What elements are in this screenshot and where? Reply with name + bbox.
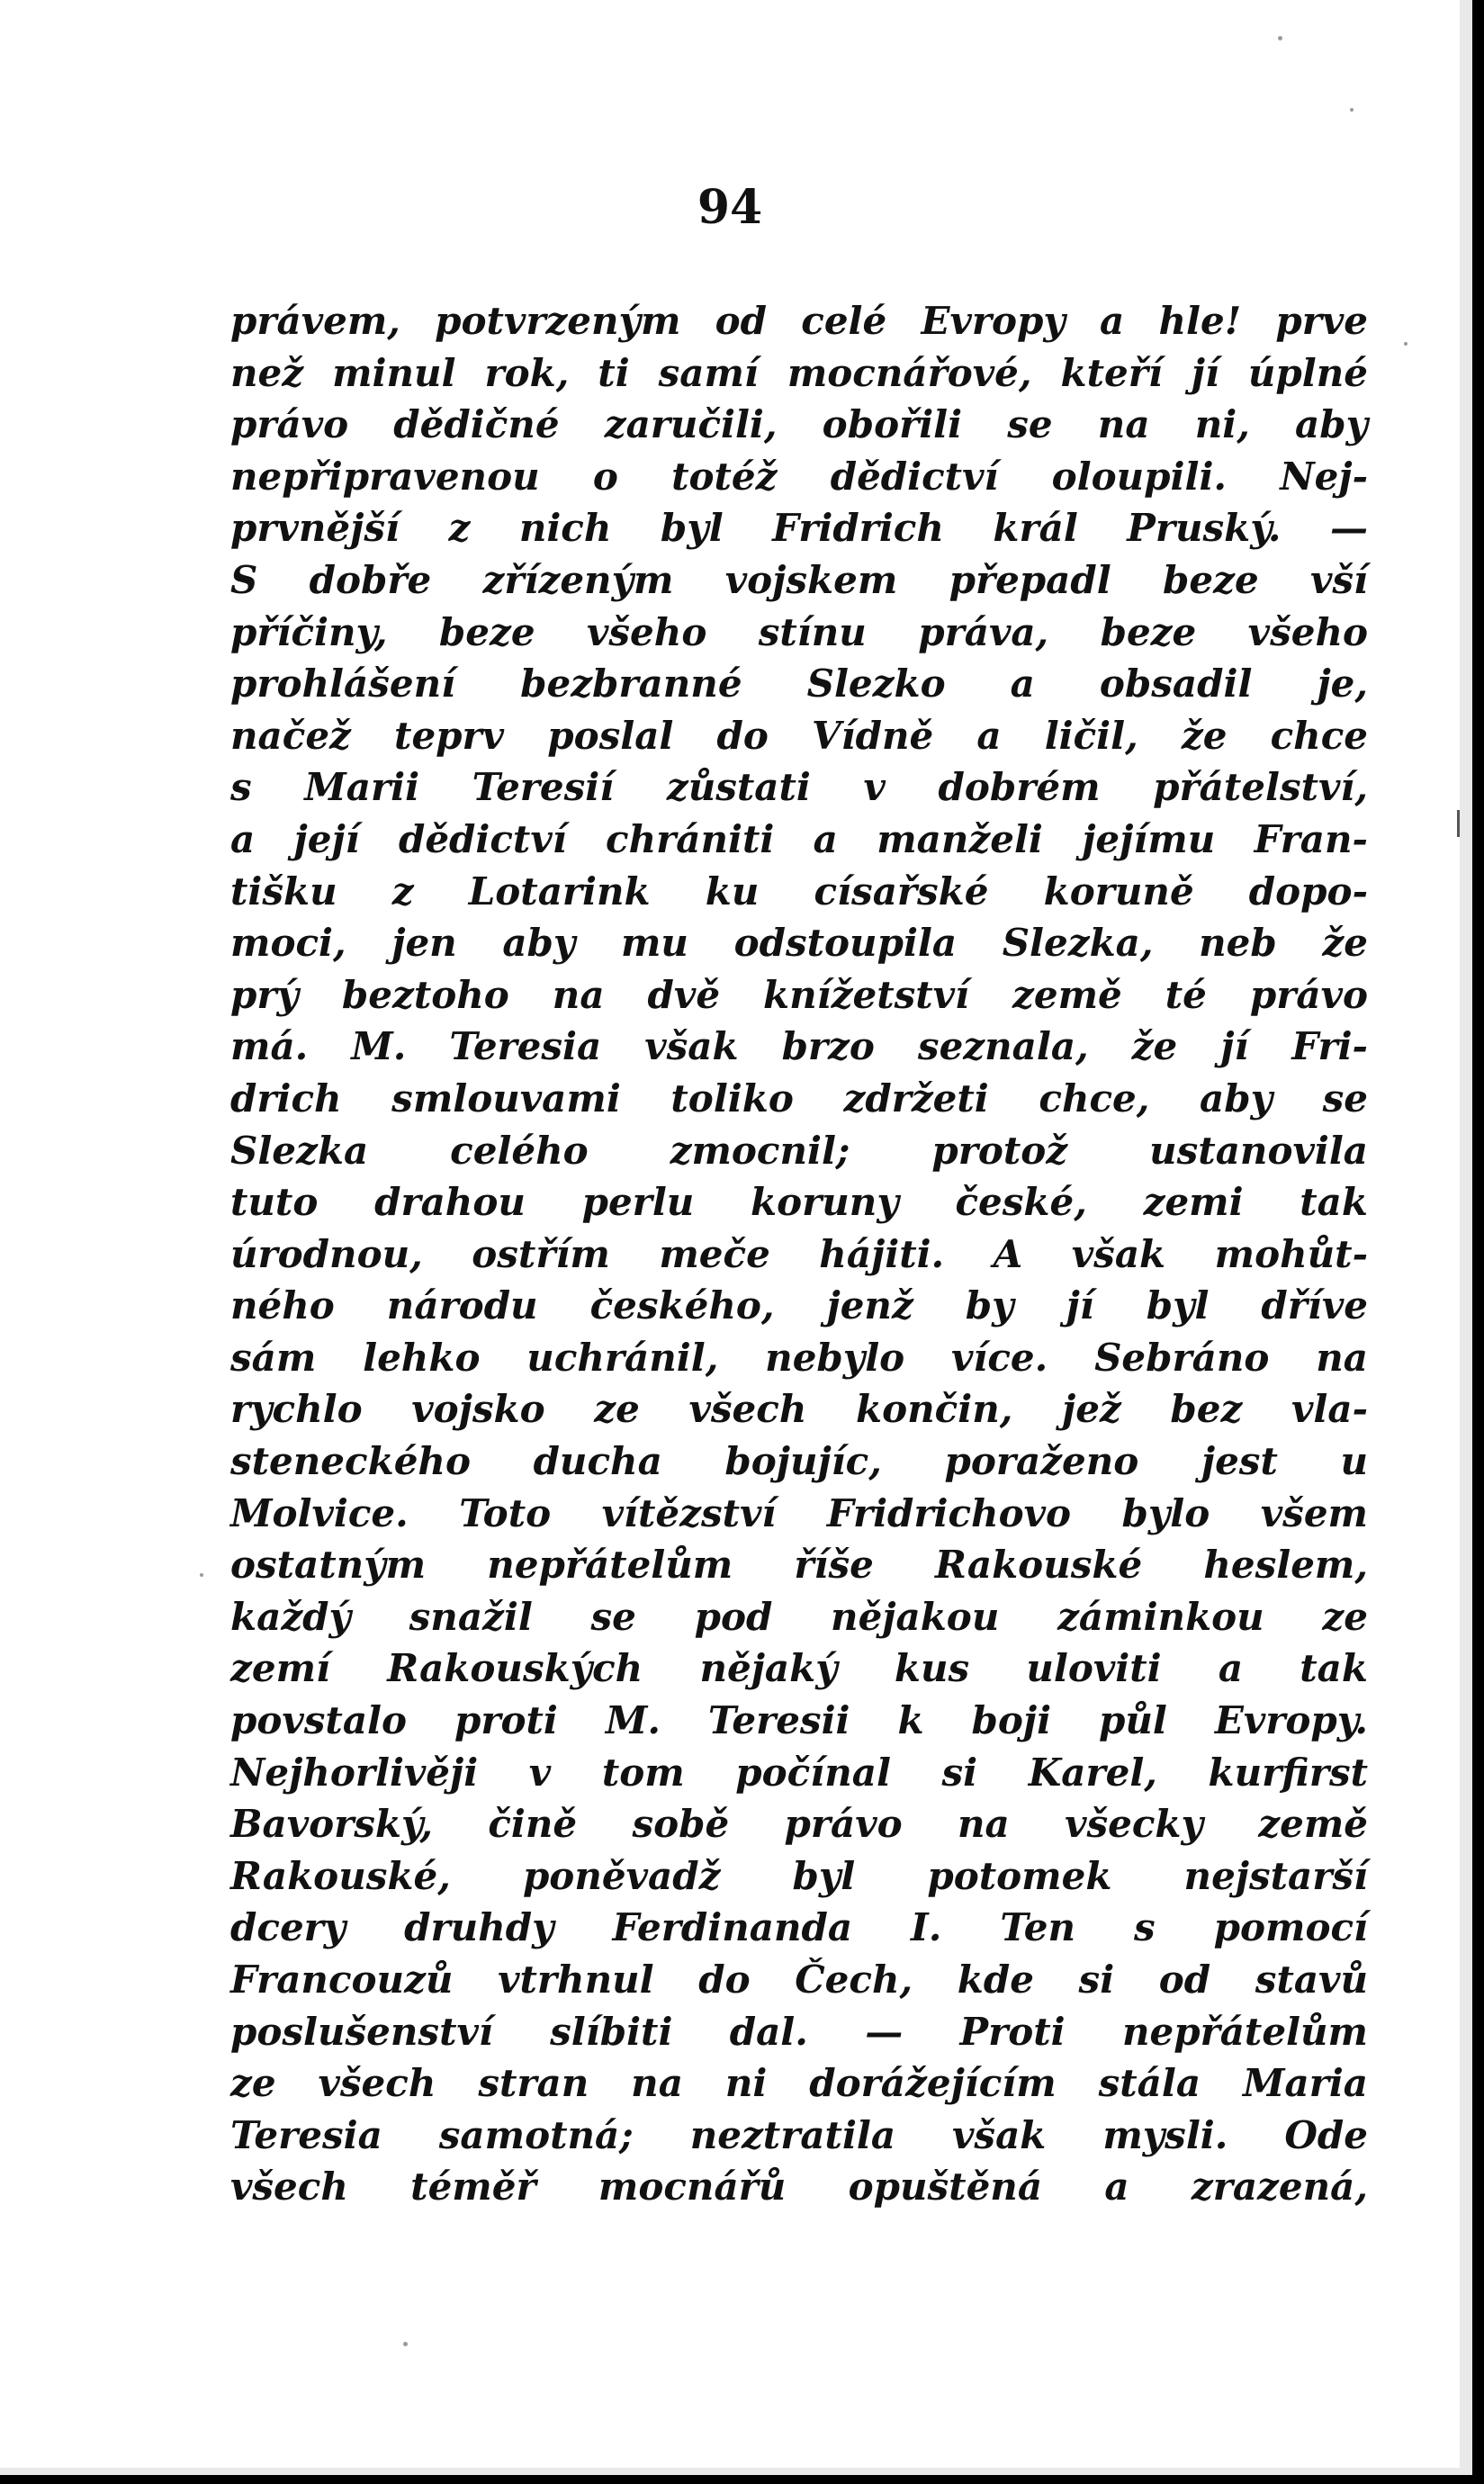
text-line: ze všech stran na ni dorážejícím stála Maria	[230, 2061, 1368, 2106]
text-line: zemí Rakouských nějaký kus uloviti a tak	[230, 1646, 1368, 1691]
text-line: Bavorský, čině sobě právo na všecky země	[230, 1802, 1368, 1847]
text-line: Nejhorlivěji v tom počínal si Karel, kurfirst	[230, 1750, 1368, 1795]
text-line: načež teprv poslal do Vídně a ličil, že chce	[230, 713, 1368, 758]
text-line: tišku z Lotarink ku císařské koruně dopo-	[230, 868, 1368, 914]
text-line: tuto drahou perlu koruny české, zemi tak	[230, 1180, 1368, 1225]
text-line: Teresia samotná; neztratila však mysli. Ode	[230, 2112, 1368, 2157]
text-line: dcery druhdy Ferdinanda I. Ten s pomocí	[230, 1905, 1368, 1950]
text-line: nepřipravenou o totéž dědictví oloupili. Nej-	[230, 454, 1368, 499]
text-line: příčiny, beze všeho stínu práva, beze všeho	[230, 609, 1368, 654]
text-line: drich smlouvami toliko zdržeti chce, aby se	[230, 1076, 1368, 1120]
text-line: prohlášení bezbranné Slezko a obsadil je,	[230, 662, 1368, 706]
page-edge-mark	[1457, 810, 1460, 837]
paper-speck	[403, 2342, 408, 2346]
text-line: právem, potvrzeným od celé Evropy a hle! prve	[230, 299, 1368, 343]
text-line: povstalo proti M. Teresii k boji půl Evropy.	[230, 1698, 1368, 1743]
text-line: Molvice. Toto vítězství Fridrichovo bylo všem	[230, 1490, 1368, 1535]
text-line: prý beztoho na dvě knížetství země té právo	[230, 972, 1368, 1017]
text-line: rychlo vojsko ze všech končin, jež bez vla-	[230, 1387, 1368, 1432]
text-line: má. M. Teresia však brzo seznala, že jí Fri-	[230, 1024, 1368, 1069]
body-text	[230, 295, 1368, 2213]
text-line: moci, jen aby mu odstoupila Slezka, neb že	[230, 921, 1368, 966]
text-line: sám lehko uchránil, nebylo více. Sebráno na	[230, 1335, 1368, 1380]
text-line: Francouzů vtrhnul do Čech, kde si od stavů	[230, 1958, 1368, 2002]
text-line: ného národu českého, jenž by jí byl dříve	[230, 1283, 1368, 1328]
text-line: poslušenství slíbiti dal. — Proti nepřátelům	[230, 2009, 1368, 2054]
paper-speck	[1404, 342, 1408, 346]
paper-speck	[1350, 108, 1354, 112]
paper-speck	[200, 1573, 203, 1577]
text-line: všech téměř mocnářů opuštěná a zrazená,	[230, 2164, 1368, 2210]
text-line: než minul rok, ti samí mocnářové, kteří jí úplné	[230, 350, 1368, 395]
text-line: s Marii Teresií zůstati v dobrém přátelství,	[230, 765, 1368, 810]
text-line: právo dědičné zaručili, obořili se na ni, aby	[230, 402, 1368, 447]
text-line: Slezka celého zmocnil; protož ustanovila	[230, 1128, 1368, 1173]
text-line: prvnější z nich byl Fridrich král Pruský. —	[230, 506, 1368, 551]
text-line: Rakouské, poněvadž byl potomek nejstarší	[230, 1853, 1368, 1898]
page-number: 94	[697, 180, 763, 235]
text-line: ostatným nepřátelům říše Rakouské heslem,	[230, 1543, 1368, 1588]
text-line: S dobře zřízeným vojskem přepadl beze vší	[230, 557, 1368, 602]
text-line: a její dědictví chrániti a manželi jejímu Fran-	[230, 816, 1368, 861]
text-line: steneckého ducha bojujíc, poraženo jest u	[230, 1439, 1368, 1484]
paper-speck	[1278, 36, 1282, 40]
text-line: úrodnou, ostřím meče hájiti. A však mohůt-	[230, 1231, 1368, 1276]
text-line: každý snažil se pod nějakou záminkou ze	[230, 1594, 1368, 1639]
